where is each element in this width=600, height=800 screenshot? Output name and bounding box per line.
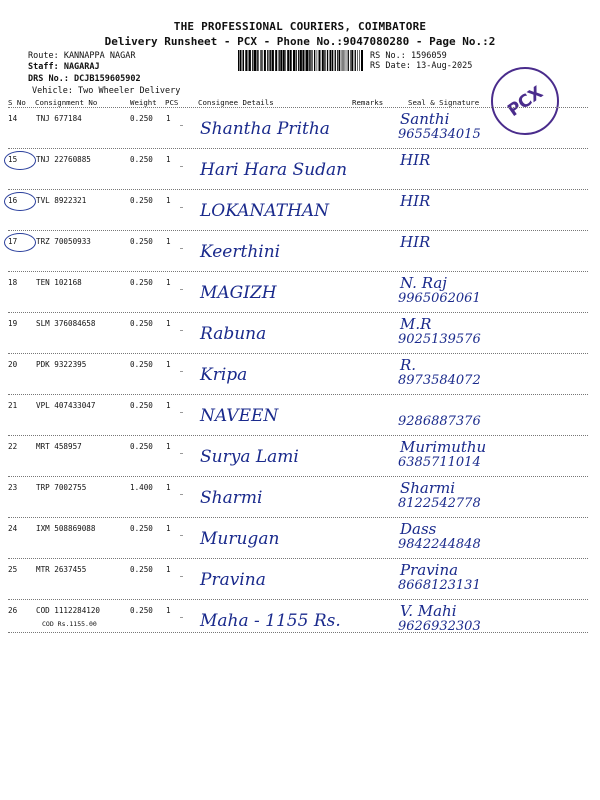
row-signature-phone: 8973584072 — [398, 373, 481, 388]
col-consignment: Consignment No — [35, 98, 98, 107]
row-weight: 0.250 — [130, 524, 153, 533]
row-consignee-name: MAGIZH — [200, 283, 277, 303]
row-divider-tick — [180, 576, 183, 577]
row-separator — [8, 271, 588, 272]
col-weight: Weight — [130, 98, 157, 107]
barcode-bar — [350, 50, 351, 71]
rs-date: RS Date: 13-Aug-2025 — [370, 61, 473, 71]
row-divider-tick — [180, 412, 183, 413]
barcode-bar — [342, 50, 343, 71]
barcode-bar — [296, 50, 297, 71]
row-pcs: 1 — [166, 319, 171, 328]
row-weight: 0.250 — [130, 442, 153, 451]
row-consignment-no: TEN 102168 — [36, 278, 82, 287]
barcode-bar — [283, 50, 285, 71]
barcode-bar — [243, 50, 244, 71]
row-sno: 25 — [8, 565, 18, 574]
row-consignee-name: LOKANATHAN — [200, 201, 330, 221]
row-pcs: 1 — [166, 565, 171, 574]
vehicle-label: Vehicle: Two Wheeler Delivery — [32, 86, 181, 96]
barcode-bar — [275, 50, 277, 71]
row-separator — [8, 353, 588, 354]
barcode-bar — [260, 50, 261, 71]
barcode-bar — [248, 50, 249, 71]
row-pcs: 1 — [166, 196, 171, 205]
barcode-bar — [335, 50, 336, 71]
row-separator — [8, 189, 588, 190]
row-consignee-name: Keerthini — [200, 242, 281, 262]
barcode-bar — [287, 50, 289, 71]
barcode-bar — [300, 50, 302, 71]
row-weight: 0.250 — [130, 155, 153, 164]
row-consignment-no: MRT 458957 — [36, 442, 82, 451]
company-title: THE PROFESSIONAL COURIERS, COIMBATORE — [173, 20, 427, 33]
row-separator — [8, 476, 588, 477]
row-divider-tick — [180, 617, 183, 618]
row-signature: HIR — [400, 151, 431, 169]
barcode-bar — [310, 50, 311, 71]
row-divider-tick — [180, 207, 183, 208]
row-circle-mark — [4, 233, 36, 252]
barcode-bar — [306, 50, 308, 71]
row-pcs: 1 — [166, 114, 171, 123]
row-separator — [8, 107, 588, 108]
row-signature-phone: 6385711014 — [398, 455, 481, 470]
row-weight: 0.250 — [130, 237, 153, 246]
barcode-bar — [337, 50, 338, 71]
barcode-bar — [269, 50, 270, 71]
barcode-bar — [238, 50, 239, 71]
row-sno: 18 — [8, 278, 18, 287]
row-signature: HIR — [400, 192, 431, 210]
row-divider-tick — [180, 535, 183, 536]
row-signature: N. Raj — [400, 274, 447, 292]
barcode-bar — [339, 50, 340, 71]
barcode-bar — [317, 50, 318, 71]
row-consignee-name: Hari Hara Sudan — [200, 160, 348, 180]
barcode-bar — [254, 50, 256, 71]
row-divider-tick — [180, 166, 183, 167]
row-divider-tick — [180, 371, 183, 372]
row-consignment-no: VPL 407433047 — [36, 401, 96, 410]
barcode-bar — [257, 50, 258, 71]
row-separator — [8, 148, 588, 149]
barcode-bar — [302, 50, 304, 71]
row-pcs: 1 — [166, 401, 171, 410]
row-pcs: 1 — [166, 606, 171, 615]
row-sno: 16 — [8, 196, 18, 205]
barcode-bar — [348, 50, 349, 71]
row-pcs: 1 — [166, 483, 171, 492]
row-consignment-no: TRZ 70050933 — [36, 237, 91, 246]
barcode-bar — [319, 50, 321, 71]
row-sno: 15 — [8, 155, 18, 164]
barcode-bar — [332, 50, 333, 71]
row-consignment-no: PDK 9322395 — [36, 360, 87, 369]
row-weight: 0.250 — [130, 360, 153, 369]
row-sno: 19 — [8, 319, 18, 328]
row-divider-tick — [180, 289, 183, 290]
barcode-bar — [327, 50, 328, 71]
route-label: Route: KANNAPPA NAGAR — [28, 51, 136, 61]
row-consignee-name: Sharmi — [200, 488, 263, 508]
row-consignment-no: COD 1112284120 — [36, 606, 101, 615]
row-separator — [8, 230, 588, 231]
row-separator — [8, 394, 588, 395]
barcode-bar — [298, 50, 299, 71]
row-consignment-no: TNJ 677184 — [36, 114, 82, 123]
row-signature-phone: 9286887376 — [398, 414, 481, 429]
barcode-bar — [330, 50, 332, 71]
row-divider-tick — [180, 330, 183, 331]
row-consignment-no: TNJ 22760885 — [36, 155, 91, 164]
barcode — [238, 50, 363, 71]
col-consignee: Consignee Details — [198, 98, 274, 107]
barcode-bar — [293, 50, 295, 71]
row-consignment-no: TVL 8922321 — [36, 196, 87, 205]
barcode-bar — [361, 50, 363, 71]
barcode-bar — [267, 50, 268, 71]
row-separator — [8, 632, 588, 633]
row-consignment-no: IXM 508869088 — [36, 524, 96, 533]
pcx-stamp — [488, 64, 562, 138]
row-divider-tick — [180, 248, 183, 249]
row-consignee-name: Maha - 1155 Rs. — [200, 611, 341, 631]
barcode-bar — [240, 50, 241, 71]
row-signature-phone: 8668123131 — [398, 578, 481, 593]
col-remarks: Remarks — [352, 98, 384, 107]
row-pcs: 1 — [166, 278, 171, 287]
row-signature: Pravina — [400, 561, 459, 579]
barcode-bar — [249, 50, 251, 71]
barcode-bar — [264, 50, 266, 71]
barcode-bar — [346, 50, 347, 71]
row-consignee-name: Kripa — [200, 365, 248, 385]
barcode-bar — [324, 50, 325, 71]
barcode-bar — [344, 50, 345, 71]
barcode-bar — [312, 50, 313, 71]
barcode-bar — [252, 50, 253, 71]
row-weight: 0.250 — [130, 401, 153, 410]
row-sno: 21 — [8, 401, 18, 410]
runsheet-title: Delivery Runsheet - PCX - Phone No.:9047080280 - Page No.:2 — [104, 35, 496, 48]
row-consignment-no: TRP 7002755 — [36, 483, 87, 492]
row-signature-phone: 9965062061 — [398, 291, 481, 306]
cod-note: COD Rs.1155.00 — [42, 620, 97, 628]
barcode-bar — [270, 50, 271, 71]
barcode-bar — [343, 50, 344, 71]
row-signature: Santhi — [400, 110, 450, 128]
row-pcs: 1 — [166, 237, 171, 246]
barcode-bar — [258, 50, 259, 71]
barcode-bar — [357, 50, 358, 71]
rs-number: RS No.: 1596059 — [370, 51, 447, 61]
row-signature: M.R — [400, 315, 432, 333]
row-consignee-name: Rabuna — [200, 324, 267, 344]
row-separator — [8, 558, 588, 559]
row-weight: 1.400 — [130, 483, 153, 492]
col-sno: S No — [8, 98, 26, 107]
row-weight: 0.250 — [130, 565, 153, 574]
row-signature-phone: 8122542778 — [398, 496, 481, 511]
row-signature: HIR — [400, 233, 431, 251]
row-signature-phone: 9655434015 — [398, 127, 481, 142]
row-sno: 26 — [8, 606, 18, 615]
row-signature: Murimuthu — [400, 438, 487, 456]
drs-number: DRS No.: DCJB159605902 — [28, 74, 141, 84]
row-pcs: 1 — [166, 360, 171, 369]
row-sno: 23 — [8, 483, 18, 492]
barcode-bar — [245, 50, 247, 71]
row-consignee-name: NAVEEN — [200, 406, 279, 426]
barcode-bar — [285, 50, 286, 71]
row-weight: 0.250 — [130, 196, 153, 205]
barcode-bar — [314, 50, 315, 71]
row-pcs: 1 — [166, 442, 171, 451]
row-sno: 20 — [8, 360, 18, 369]
row-separator — [8, 312, 588, 313]
row-consignee-name: Shantha Pritha — [200, 119, 330, 139]
row-weight: 0.250 — [130, 606, 153, 615]
col-seal-signature: Seal & Signature — [408, 98, 480, 107]
row-signature-phone: 9025139576 — [398, 332, 481, 347]
row-divider-tick — [180, 125, 183, 126]
row-signature-phone: 9842244848 — [398, 537, 481, 552]
row-signature-phone: 9626932303 — [398, 619, 481, 634]
row-signature: V. Mahi — [400, 602, 457, 620]
staff-label: Staff: NAGARAJ — [28, 62, 100, 72]
barcode-bar — [280, 50, 282, 71]
row-separator — [8, 435, 588, 436]
row-separator — [8, 517, 588, 518]
row-consignment-no: SLM 376084658 — [36, 319, 96, 328]
barcode-bar — [355, 50, 356, 71]
barcode-bar — [305, 50, 306, 71]
barcode-bar — [309, 50, 310, 71]
row-pcs: 1 — [166, 524, 171, 533]
col-pcs: PCS — [165, 98, 179, 107]
row-signature: Sharmi — [400, 479, 456, 497]
barcode-bar — [261, 50, 262, 71]
row-weight: 0.250 — [130, 319, 153, 328]
row-consignee-name: Pravina — [200, 570, 266, 590]
row-separator — [8, 599, 588, 600]
row-sno: 22 — [8, 442, 18, 451]
row-divider-tick — [180, 453, 183, 454]
row-consignee-name: Surya Lami — [200, 447, 299, 467]
barcode-bar — [359, 50, 360, 71]
row-weight: 0.250 — [130, 278, 153, 287]
row-sno: 24 — [8, 524, 18, 533]
row-weight: 0.250 — [130, 114, 153, 123]
barcode-bar — [279, 50, 280, 71]
row-sno: 14 — [8, 114, 18, 123]
barcode-bar — [272, 50, 274, 71]
row-signature: Dass — [400, 520, 437, 538]
barcode-bar — [322, 50, 324, 71]
row-sno: 17 — [8, 237, 18, 246]
row-consignee-name: Murugan — [200, 529, 280, 549]
row-pcs: 1 — [166, 155, 171, 164]
row-circle-mark — [4, 151, 36, 170]
row-divider-tick — [180, 494, 183, 495]
row-circle-mark — [4, 192, 36, 211]
barcode-bar — [351, 50, 353, 71]
row-signature: R. — [400, 356, 417, 374]
barcode-bar — [242, 50, 243, 71]
row-consignment-no: MTR 2637455 — [36, 565, 87, 574]
barcode-bar — [290, 50, 292, 71]
stamp-text: PCX — [504, 82, 547, 121]
